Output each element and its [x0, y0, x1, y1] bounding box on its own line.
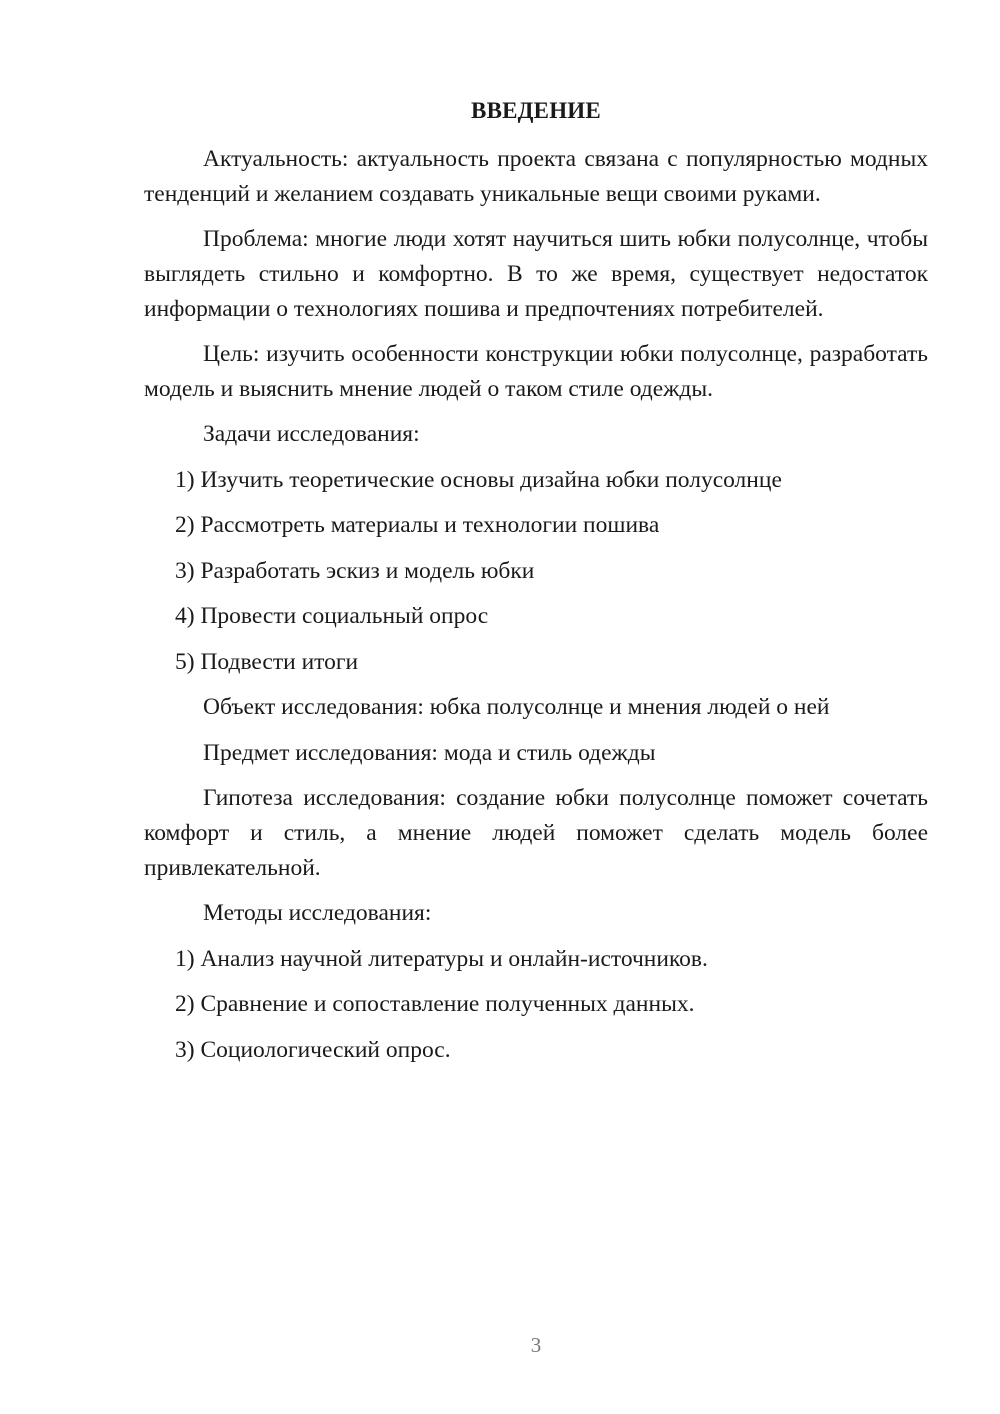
research-object: Объект исследования: юбка полусолнце и мнения людей о ней — [203, 694, 830, 720]
task-item-1: 1) Изучить теоретические основы дизайна юбки полусолнце — [175, 466, 782, 493]
hypothesis-paragraph: Гипотеза исследования: создание юбки полусолнце поможет сочетать комфорт и стиль, а мнение людей поможет сделать модель более привлекательной. — [144, 785, 928, 881]
problem-paragraph: Проблема: многие люди хотят научиться шить юбки полусолнце, чтобы выглядеть стильно и комфортно. В то же время, существует недостаток информации о технологиях пошива и предпочтениях потребителей. — [144, 226, 928, 322]
goal-paragraph: Цель: изучить особенности конструкции юбки полусолнце, разработать модель и выяснить мнение людей о таком стиле одежды. — [144, 341, 928, 402]
method-item-3: 3) Социологический опрос. — [175, 1036, 451, 1063]
task-item-3: 3) Разработать эскиз и модель юбки — [175, 557, 535, 584]
methods-heading: Методы исследования: — [203, 900, 432, 926]
method-item-2: 2) Сравнение и сопоставление полученных данных. — [175, 991, 695, 1017]
task-item-5: 5) Подвести итоги — [175, 648, 359, 675]
page-number: 3 — [530, 1333, 542, 1357]
page-title: ВВЕДЕНИЕ — [471, 98, 601, 123]
task-item-4: 4) Провести социальный опрос — [175, 603, 489, 629]
research-subject: Предмет исследования: мода и стиль одежды — [203, 739, 656, 766]
task-item-2: 2) Рассмотреть материалы и технологии пошива — [175, 512, 660, 538]
tasks-heading: Задачи исследования: — [203, 421, 420, 447]
method-item-1: 1) Анализ научной литературы и онлайн-источников. — [175, 945, 708, 972]
document-body — [144, 142, 928, 1078]
relevance-paragraph: Актуальность: актуальность проекта связана с популярностью модных тенденций и желанием создавать уникальные вещи своими руками. — [144, 146, 928, 207]
